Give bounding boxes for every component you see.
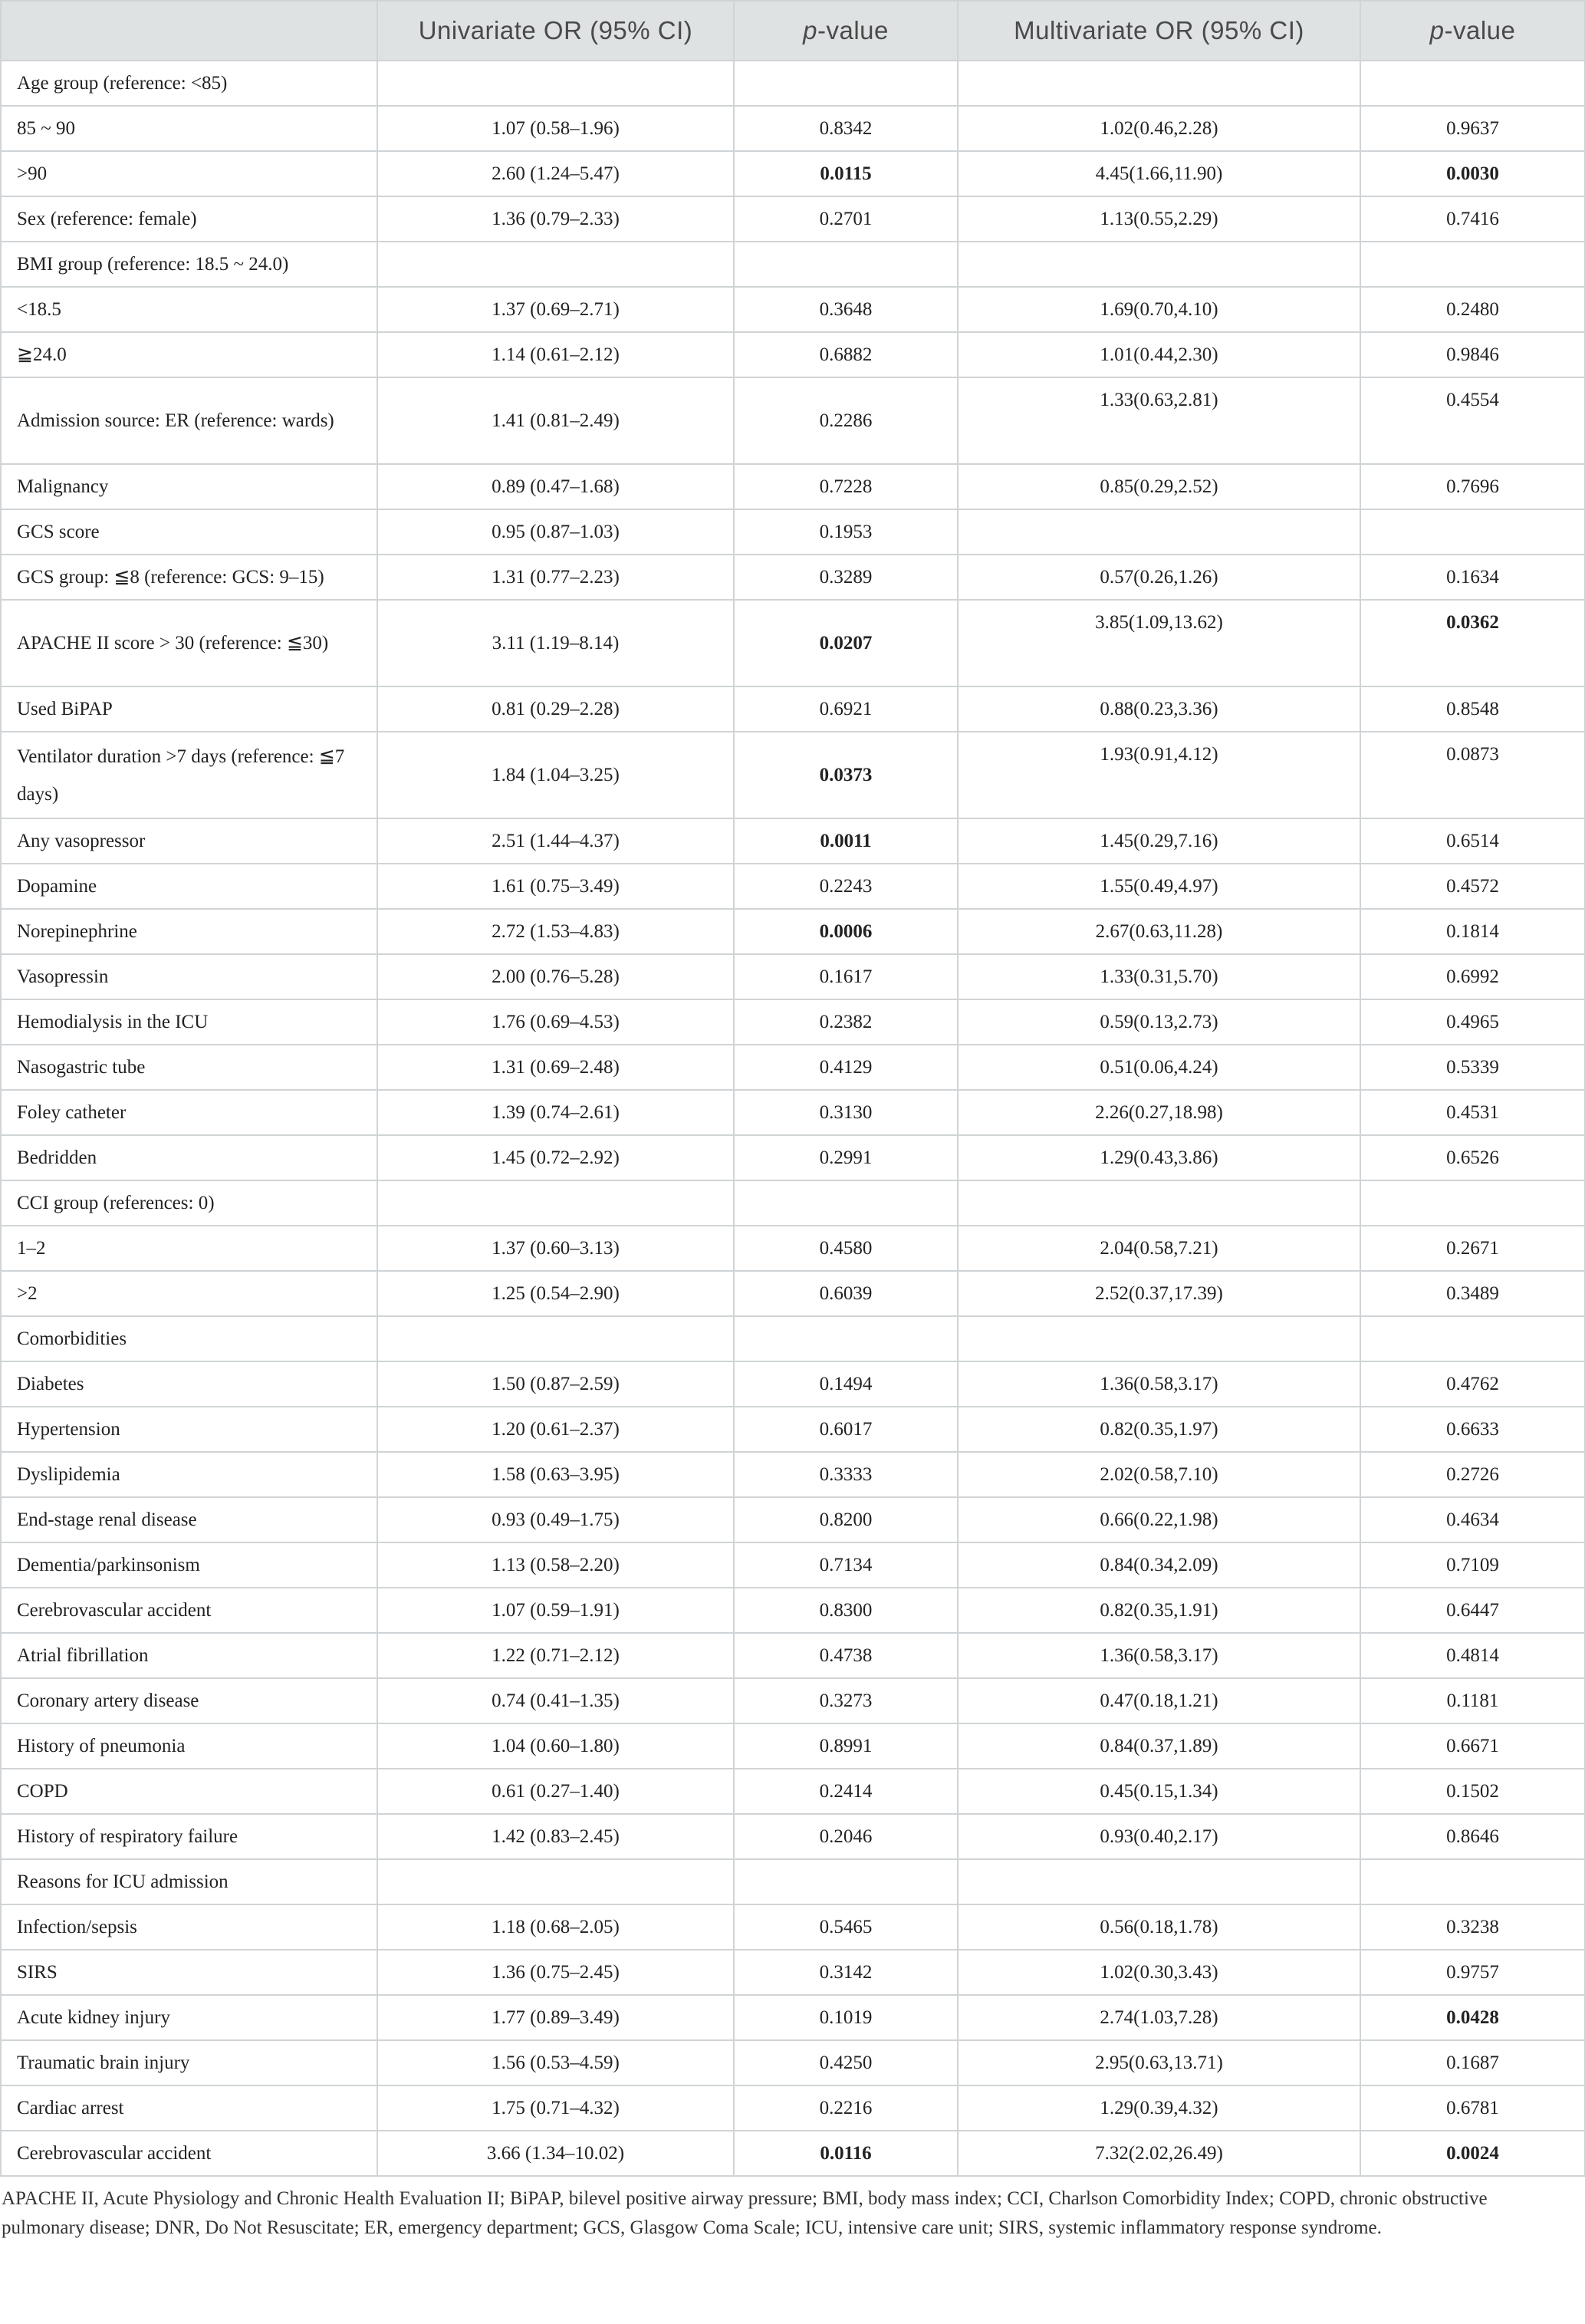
multivariate-or-cell: 2.67(0.63,11.28) [958,909,1360,954]
univariate-p-value-cell: 0.7134 [734,1542,958,1588]
table-row [1,686,1585,732]
row-label-cell: Infection/sepsis [1,1904,377,1950]
table-row [1,1588,1585,1633]
table-row [1,242,1585,287]
table-row [1,377,1585,464]
univariate-or-cell: 1.61 (0.75–3.49) [377,864,734,909]
multivariate-or-cell: 2.26(0.27,18.98) [958,1090,1360,1135]
multivariate-p-value-cell: 0.4762 [1360,1361,1585,1407]
row-label-cell: Used BiPAP [1,686,377,732]
univariate-p-value-cell: 0.6882 [734,332,958,377]
multivariate-or-cell: 0.82(0.35,1.97) [958,1407,1360,1452]
multivariate-p-value-cell: 0.2671 [1360,1226,1585,1271]
multivariate-or-cell [958,1859,1360,1904]
multivariate-or-cell: 1.36(0.58,3.17) [958,1633,1360,1678]
table-row [1,818,1585,864]
univariate-or-cell: 0.74 (0.41–1.35) [377,1678,734,1723]
multivariate-p-value-cell: 0.6781 [1360,2085,1585,2131]
row-label-cell: Nasogastric tube [1,1045,377,1090]
univariate-p-value-cell [734,242,958,287]
table-row [1,1904,1585,1950]
univariate-p-value-cell: 0.0373 [734,732,958,818]
multivariate-or-cell: 1.29(0.39,4.32) [958,2085,1360,2131]
univariate-p-value-cell: 0.3130 [734,1090,958,1135]
multivariate-or-cell: 1.45(0.29,7.16) [958,818,1360,864]
row-label-cell: Acute kidney injury [1,1995,377,2040]
univariate-or-cell: 0.93 (0.49–1.75) [377,1497,734,1542]
univariate-or-cell: 1.31 (0.77–2.23) [377,555,734,600]
row-label-cell: COPD [1,1769,377,1814]
univariate-or-cell: 2.51 (1.44–4.37) [377,818,734,864]
univariate-p-value-cell: 0.8300 [734,1588,958,1633]
multivariate-p-value-cell: 0.4814 [1360,1633,1585,1678]
table-row [1,2085,1585,2131]
univariate-or-cell: 1.42 (0.83–2.45) [377,1814,734,1859]
univariate-or-cell: 1.75 (0.71–4.32) [377,2085,734,2131]
univariate-or-cell: 0.61 (0.27–1.40) [377,1769,734,1814]
univariate-p-value-cell: 0.2046 [734,1814,958,1859]
multivariate-or-cell: 1.29(0.43,3.86) [958,1135,1360,1180]
row-label-cell: Foley catheter [1,1090,377,1135]
row-label-cell: ≧24.0 [1,332,377,377]
table-row [1,1678,1585,1723]
univariate-p-value-cell: 0.2243 [734,864,958,909]
multivariate-p-value-cell: 0.7109 [1360,1542,1585,1588]
multivariate-or-cell [958,242,1360,287]
univariate-p-value-cell: 0.5465 [734,1904,958,1950]
univariate-or-cell: 1.84 (1.04–3.25) [377,732,734,818]
univariate-or-cell: 0.95 (0.87–1.03) [377,509,734,555]
multivariate-p-value-cell: 0.0362 [1360,600,1585,686]
row-label-cell: Dementia/parkinsonism [1,1542,377,1588]
multivariate-p-value-cell: 0.4572 [1360,864,1585,909]
row-label-cell: Cerebrovascular accident [1,1588,377,1633]
table-row [1,864,1585,909]
univariate-or-cell: 1.22 (0.71–2.12) [377,1633,734,1678]
header-row [1,1,1585,61]
multivariate-or-cell [958,1180,1360,1226]
univariate-p-value-cell: 0.0006 [734,909,958,954]
row-label-cell: Dopamine [1,864,377,909]
table-row [1,509,1585,555]
multivariate-or-cell: 7.32(2.02,26.49) [958,2131,1360,2176]
multivariate-or-cell: 0.85(0.29,2.52) [958,464,1360,509]
table-body [1,61,1585,2176]
multivariate-p-value-cell: 0.1634 [1360,555,1585,600]
row-label-cell: Sex (reference: female) [1,196,377,242]
univariate-or-cell: 1.20 (0.61–2.37) [377,1407,734,1452]
multivariate-p-value-cell [1360,1316,1585,1361]
table-row [1,1769,1585,1814]
univariate-p-value-cell: 0.4129 [734,1045,958,1090]
univariate-p-value-cell: 0.8342 [734,106,958,151]
univariate-p-value-cell: 0.6017 [734,1407,958,1452]
multivariate-p-value-cell: 0.1814 [1360,909,1585,954]
multivariate-p-value-cell: 0.0030 [1360,151,1585,196]
row-label-cell: Dyslipidemia [1,1452,377,1497]
multivariate-p-value-cell: 0.0873 [1360,732,1585,818]
univariate-p-value-cell: 0.4250 [734,2040,958,2085]
multivariate-or-cell: 1.36(0.58,3.17) [958,1361,1360,1407]
header-univariate-p-rest: -value [817,16,889,44]
table-row [1,61,1585,106]
table-row [1,600,1585,686]
multivariate-or-cell: 1.69(0.70,4.10) [958,287,1360,332]
multivariate-or-cell: 4.45(1.66,11.90) [958,151,1360,196]
row-label-cell: Reasons for ICU admission [1,1859,377,1904]
univariate-p-value-cell: 0.7228 [734,464,958,509]
multivariate-or-cell: 1.02(0.46,2.28) [958,106,1360,151]
multivariate-or-cell: 0.88(0.23,3.36) [958,686,1360,732]
multivariate-or-cell: 2.74(1.03,7.28) [958,1995,1360,2040]
header-multivariate-or: Multivariate OR (95% CI) [958,1,1360,61]
univariate-or-cell: 2.00 (0.76–5.28) [377,954,734,999]
table-row [1,732,1585,818]
table-row [1,1180,1585,1226]
univariate-or-cell: 1.77 (0.89–3.49) [377,1995,734,2040]
multivariate-p-value-cell: 0.5339 [1360,1045,1585,1090]
univariate-or-cell: 1.37 (0.60–3.13) [377,1226,734,1271]
header-multivariate-p-italic: p [1429,16,1445,44]
univariate-or-cell [377,1316,734,1361]
univariate-p-value-cell: 0.0116 [734,2131,958,2176]
univariate-p-value-cell: 0.3333 [734,1452,958,1497]
table-row [1,1723,1585,1769]
univariate-or-cell [377,1180,734,1226]
univariate-or-cell: 1.14 (0.61–2.12) [377,332,734,377]
multivariate-p-value-cell: 0.4531 [1360,1090,1585,1135]
multivariate-or-cell: 0.84(0.34,2.09) [958,1542,1360,1588]
multivariate-or-cell: 0.47(0.18,1.21) [958,1678,1360,1723]
multivariate-p-value-cell: 0.3489 [1360,1271,1585,1316]
row-label-cell: Malignancy [1,464,377,509]
table-row [1,1859,1585,1904]
univariate-or-cell [377,242,734,287]
univariate-or-cell: 1.07 (0.58–1.96) [377,106,734,151]
univariate-p-value-cell: 0.8991 [734,1723,958,1769]
multivariate-or-cell: 0.45(0.15,1.34) [958,1769,1360,1814]
multivariate-p-value-cell: 0.2480 [1360,287,1585,332]
multivariate-or-cell: 1.13(0.55,2.29) [958,196,1360,242]
header-univariate-p [734,1,958,61]
table-row [1,555,1585,600]
univariate-p-value-cell: 0.4738 [734,1633,958,1678]
table-row [1,287,1585,332]
row-label-cell: Hypertension [1,1407,377,1452]
multivariate-or-cell: 0.66(0.22,1.98) [958,1497,1360,1542]
table-row [1,1995,1585,2040]
univariate-p-value-cell: 0.2701 [734,196,958,242]
table-row [1,1407,1585,1452]
multivariate-p-value-cell: 0.3238 [1360,1904,1585,1950]
univariate-p-value-cell: 0.0207 [734,600,958,686]
multivariate-or-cell [958,509,1360,555]
univariate-p-value-cell: 0.8200 [734,1497,958,1542]
table-row [1,1271,1585,1316]
univariate-or-cell: 1.31 (0.69–2.48) [377,1045,734,1090]
multivariate-or-cell: 1.33(0.63,2.81) [958,377,1360,464]
univariate-or-cell: 1.36 (0.79–2.33) [377,196,734,242]
table-row [1,954,1585,999]
univariate-or-cell: 1.45 (0.72–2.92) [377,1135,734,1180]
multivariate-p-value-cell: 0.6992 [1360,954,1585,999]
multivariate-p-value-cell: 0.6447 [1360,1588,1585,1633]
multivariate-or-cell: 0.57(0.26,1.26) [958,555,1360,600]
univariate-p-value-cell: 0.6921 [734,686,958,732]
row-label-cell: SIRS [1,1950,377,1995]
univariate-p-value-cell: 0.0115 [734,151,958,196]
multivariate-p-value-cell: 0.9757 [1360,1950,1585,1995]
multivariate-p-value-cell: 0.6526 [1360,1135,1585,1180]
row-label-cell: 85 ~ 90 [1,106,377,151]
multivariate-p-value-cell: 0.9637 [1360,106,1585,151]
table-row [1,1542,1585,1588]
univariate-or-cell: 1.41 (0.81–2.49) [377,377,734,464]
row-label-cell: >2 [1,1271,377,1316]
table-row [1,1361,1585,1407]
univariate-or-cell: 1.36 (0.75–2.45) [377,1950,734,1995]
univariate-or-cell: 1.07 (0.59–1.91) [377,1588,734,1633]
univariate-p-value-cell [734,61,958,106]
multivariate-p-value-cell: 0.1502 [1360,1769,1585,1814]
univariate-or-cell: 1.04 (0.60–1.80) [377,1723,734,1769]
table-row [1,1135,1585,1180]
univariate-or-cell: 1.13 (0.58–2.20) [377,1542,734,1588]
table-footnote: APACHE II, Acute Physiology and Chronic Health Evaluation II; BiPAP, bilevel positive airway pressure; BMI, body mass index; CCI, Charlson Comorbidity Index; COPD, chronic obstructive pulmonary disease; DNR, Do Not Resuscitate; ER, emergency department; GCS, Glasgow Coma Scale; ICU, intensive care unit; SIRS, systemic inflammatory response syndrome. [2,2188,1488,2238]
multivariate-p-value-cell: 0.4634 [1360,1497,1585,1542]
univariate-or-cell: 1.37 (0.69–2.71) [377,287,734,332]
header-multivariate-p-rest: -value [1444,16,1516,44]
header-univariate-p-italic: p [803,16,817,44]
row-label-cell: <18.5 [1,287,377,332]
table-row [1,1045,1585,1090]
univariate-or-cell: 1.25 (0.54–2.90) [377,1271,734,1316]
header-multivariate-p [1360,1,1585,61]
table-row [1,1497,1585,1542]
multivariate-p-value-cell [1360,509,1585,555]
univariate-p-value-cell: 0.3142 [734,1950,958,1995]
multivariate-p-value-cell: 0.6633 [1360,1407,1585,1452]
row-label-cell: GCS group: ≦8 (reference: GCS: 9–15) [1,555,377,600]
table-row [1,196,1585,242]
multivariate-p-value-cell [1360,1859,1585,1904]
univariate-or-cell: 3.11 (1.19–8.14) [377,600,734,686]
row-label-cell: Traumatic brain injury [1,2040,377,2085]
univariate-p-value-cell: 0.6039 [734,1271,958,1316]
table-row [1,909,1585,954]
multivariate-or-cell: 1.93(0.91,4.12) [958,732,1360,818]
multivariate-or-cell: 2.04(0.58,7.21) [958,1226,1360,1271]
multivariate-or-cell: 1.55(0.49,4.97) [958,864,1360,909]
row-label-cell: Admission source: ER (reference: wards) [1,377,377,464]
univariate-or-cell: 1.76 (0.69–4.53) [377,999,734,1045]
multivariate-p-value-cell: 0.0428 [1360,1995,1585,2040]
univariate-p-value-cell [734,1180,958,1226]
row-label-cell: Bedridden [1,1135,377,1180]
table-row [1,2040,1585,2085]
univariate-p-value-cell: 0.0011 [734,818,958,864]
row-label-cell: Ventilator duration >7 days (reference: ≦7 days) [1,732,377,818]
multivariate-p-value-cell: 0.6671 [1360,1723,1585,1769]
univariate-or-cell: 1.18 (0.68–2.05) [377,1904,734,1950]
multivariate-or-cell: 1.02(0.30,3.43) [958,1950,1360,1995]
multivariate-or-cell: 1.33(0.31,5.70) [958,954,1360,999]
table-row [1,999,1585,1045]
table-header [1,1,1585,61]
multivariate-or-cell: 0.51(0.06,4.24) [958,1045,1360,1090]
multivariate-or-cell: 1.01(0.44,2.30) [958,332,1360,377]
row-label-cell: Norepinephrine [1,909,377,954]
table-row [1,1950,1585,1995]
univariate-p-value-cell: 0.1617 [734,954,958,999]
row-label-cell: 1–2 [1,1226,377,1271]
table-row [1,1090,1585,1135]
row-label-cell: CCI group (references: 0) [1,1180,377,1226]
univariate-or-cell: 1.39 (0.74–2.61) [377,1090,734,1135]
univariate-p-value-cell: 0.3648 [734,287,958,332]
univariate-or-cell: 0.89 (0.47–1.68) [377,464,734,509]
multivariate-or-cell: 3.85(1.09,13.62) [958,600,1360,686]
univariate-or-cell: 1.56 (0.53–4.59) [377,2040,734,2085]
univariate-or-cell: 1.50 (0.87–2.59) [377,1361,734,1407]
multivariate-p-value-cell: 0.0024 [1360,2131,1585,2176]
row-label-cell: Any vasopressor [1,818,377,864]
univariate-or-cell [377,1859,734,1904]
header-univariate-or: Univariate OR (95% CI) [377,1,734,61]
row-label-cell: BMI group (reference: 18.5 ~ 24.0) [1,242,377,287]
row-label-cell: APACHE II score > 30 (reference: ≦30) [1,600,377,686]
table-row [1,1316,1585,1361]
table-row [1,1814,1585,1859]
multivariate-p-value-cell: 0.9846 [1360,332,1585,377]
row-label-cell: Diabetes [1,1361,377,1407]
multivariate-or-cell: 2.52(0.37,17.39) [958,1271,1360,1316]
univariate-p-value-cell: 0.2414 [734,1769,958,1814]
univariate-p-value-cell [734,1316,958,1361]
multivariate-p-value-cell [1360,242,1585,287]
table-row [1,1226,1585,1271]
univariate-p-value-cell: 0.2286 [734,377,958,464]
univariate-p-value-cell: 0.1494 [734,1361,958,1407]
multivariate-or-cell: 2.95(0.63,13.71) [958,2040,1360,2085]
multivariate-p-value-cell: 0.1181 [1360,1678,1585,1723]
row-label-cell: History of respiratory failure [1,1814,377,1859]
univariate-p-value-cell: 0.3289 [734,555,958,600]
multivariate-or-cell: 2.02(0.58,7.10) [958,1452,1360,1497]
row-label-cell: Vasopressin [1,954,377,999]
multivariate-p-value-cell: 0.7416 [1360,196,1585,242]
row-label-cell: GCS score [1,509,377,555]
multivariate-or-cell: 0.59(0.13,2.73) [958,999,1360,1045]
multivariate-p-value-cell: 0.7696 [1360,464,1585,509]
table-row [1,2131,1585,2176]
univariate-p-value-cell: 0.1019 [734,1995,958,2040]
univariate-or-cell: 2.72 (1.53–4.83) [377,909,734,954]
table-row [1,106,1585,151]
multivariate-p-value-cell: 0.8548 [1360,686,1585,732]
univariate-or-cell [377,61,734,106]
row-label-cell: Cardiac arrest [1,2085,377,2131]
multivariate-p-value-cell: 0.4554 [1360,377,1585,464]
row-label-cell: >90 [1,151,377,196]
row-label-cell: End-stage renal disease [1,1497,377,1542]
row-label-cell: Cerebrovascular accident [1,2131,377,2176]
row-label-cell: Age group (reference: <85) [1,61,377,106]
multivariate-p-value-cell: 0.6514 [1360,818,1585,864]
multivariate-p-value-cell [1360,61,1585,106]
table-row [1,464,1585,509]
univariate-p-value-cell [734,1859,958,1904]
univariate-or-cell: 2.60 (1.24–5.47) [377,151,734,196]
multivariate-or-cell: 0.82(0.35,1.91) [958,1588,1360,1633]
multivariate-or-cell [958,61,1360,106]
header-variable [1,1,377,61]
multivariate-p-value-cell: 0.4965 [1360,999,1585,1045]
univariate-p-value-cell: 0.4580 [734,1226,958,1271]
multivariate-p-value-cell: 0.1687 [1360,2040,1585,2085]
row-label-cell: Atrial fibrillation [1,1633,377,1678]
multivariate-p-value-cell: 0.2726 [1360,1452,1585,1497]
row-label-cell: Comorbidities [1,1316,377,1361]
table-row [1,332,1585,377]
univariate-or-cell: 1.58 (0.63–3.95) [377,1452,734,1497]
univariate-p-value-cell: 0.2382 [734,999,958,1045]
multivariate-p-value-cell [1360,1180,1585,1226]
univariate-or-cell: 0.81 (0.29–2.28) [377,686,734,732]
table-row [1,1633,1585,1678]
multivariate-or-cell: 0.84(0.37,1.89) [958,1723,1360,1769]
table-row [1,1452,1585,1497]
table-row [1,151,1585,196]
multivariate-p-value-cell: 0.8646 [1360,1814,1585,1859]
univariate-p-value-cell: 0.1953 [734,509,958,555]
univariate-p-value-cell: 0.2991 [734,1135,958,1180]
multivariate-or-cell: 0.56(0.18,1.78) [958,1904,1360,1950]
univariate-p-value-cell: 0.2216 [734,2085,958,2131]
univariate-or-cell: 3.66 (1.34–10.02) [377,2131,734,2176]
multivariate-or-cell: 0.93(0.40,2.17) [958,1814,1360,1859]
row-label-cell: Coronary artery disease [1,1678,377,1723]
row-label-cell: History of pneumonia [1,1723,377,1769]
row-label-cell: Hemodialysis in the ICU [1,999,377,1045]
univariate-p-value-cell: 0.3273 [734,1678,958,1723]
multivariate-or-cell [958,1316,1360,1361]
